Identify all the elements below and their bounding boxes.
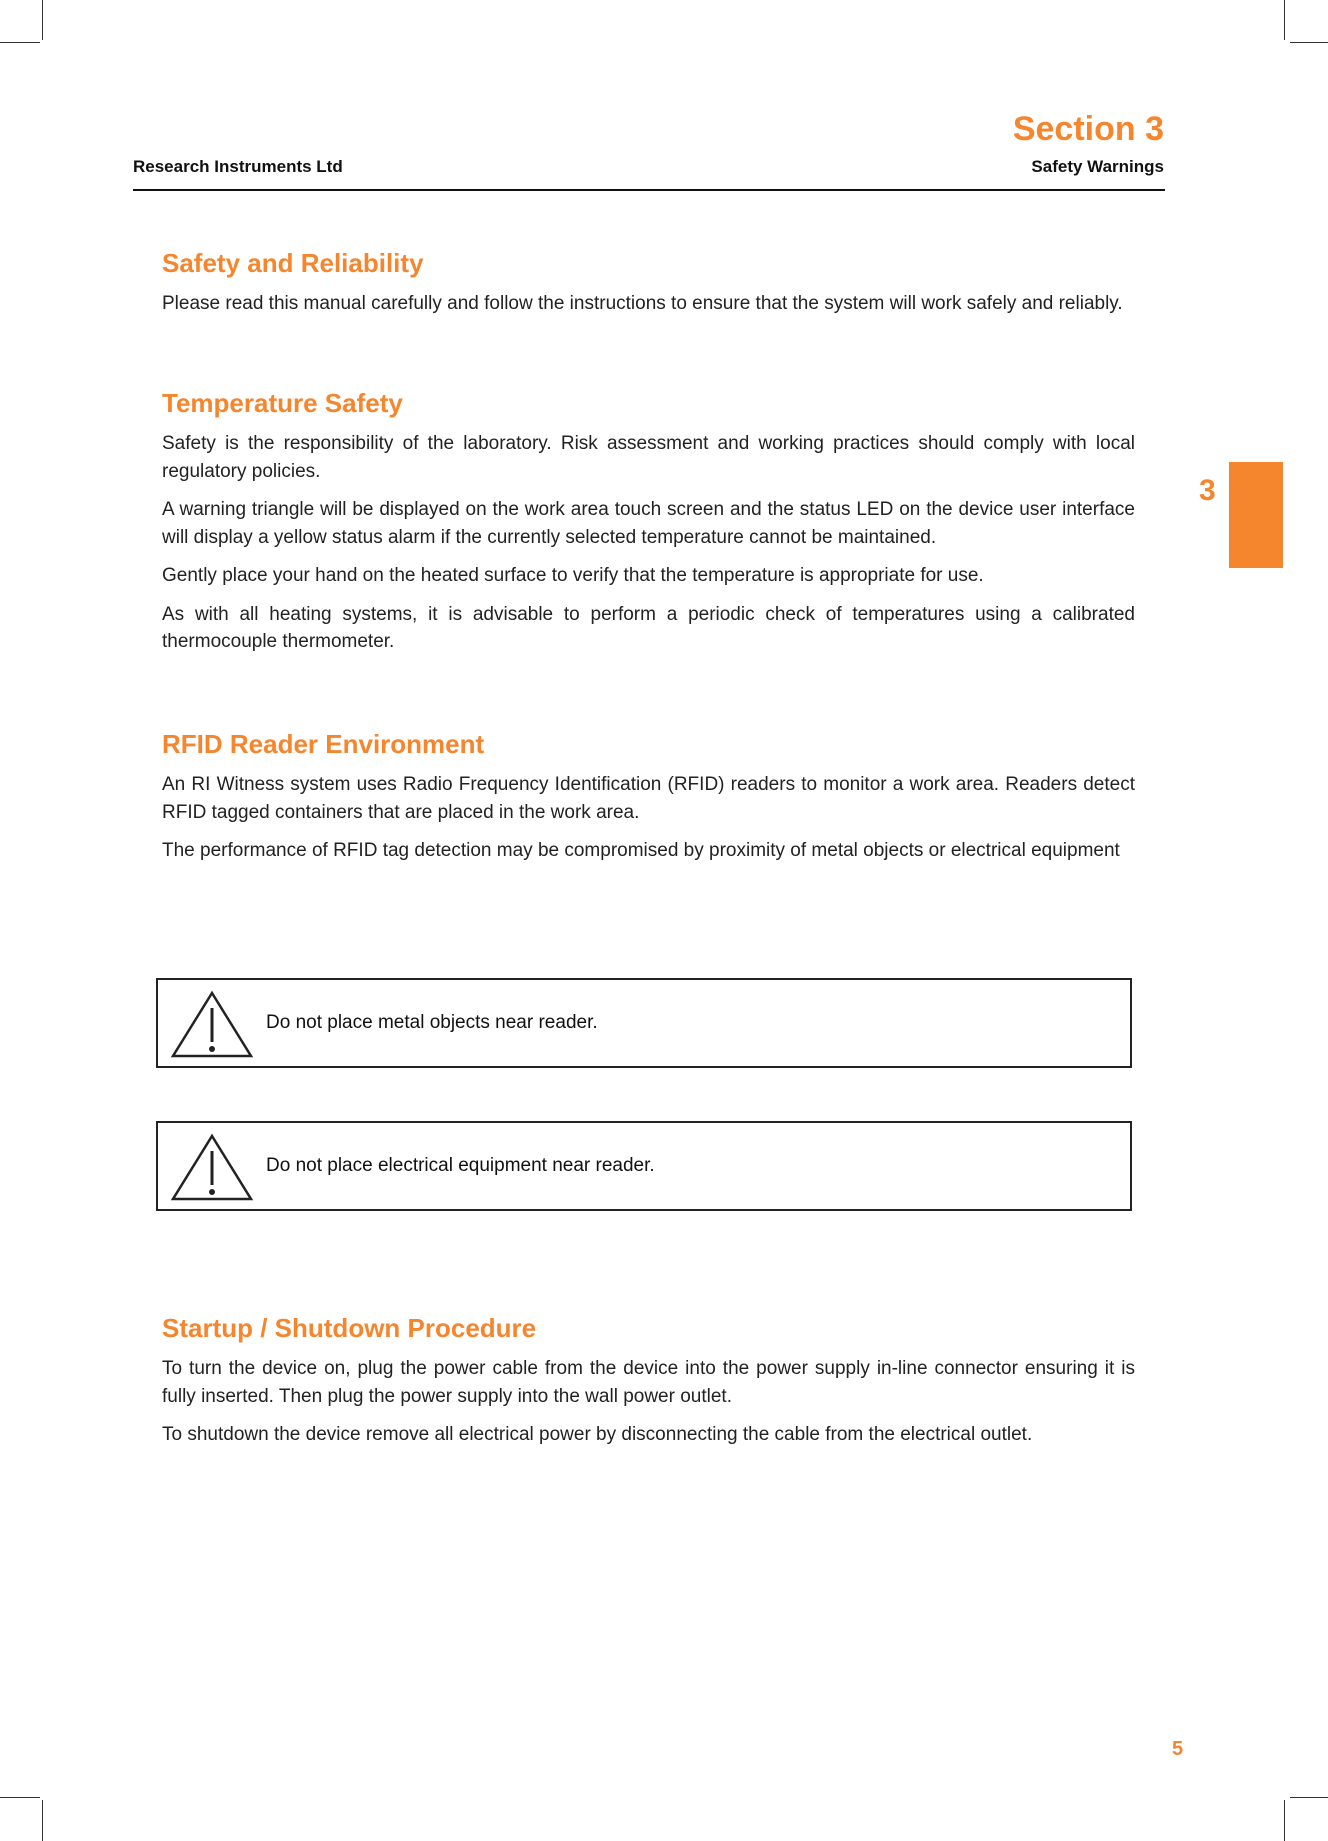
paragraph: To shutdown the device remove all electrical power by disconnecting the cable from the electrical outlet.: [162, 1424, 1033, 1445]
section-heading: Temperature Safety: [162, 388, 403, 418]
paragraph: An RI Witness system uses Radio Frequency Identification (RFID) readers to monitor a work area. Readers detect RFID tagged containers that are placed in the work area.: [162, 774, 1135, 823]
paragraph: Safety is the responsibility of the laboratory. Risk assessment and working practices should comply with local regulatory policies.: [162, 433, 1135, 482]
crop-mark: [1290, 1797, 1328, 1798]
crop-mark: [0, 1797, 40, 1798]
crop-mark: [1284, 0, 1285, 40]
header-divider: [133, 189, 1165, 191]
page-number: 5: [1172, 1738, 1184, 1760]
section-heading: Startup / Shutdown Procedure: [162, 1313, 537, 1343]
warning-text: Do not place electrical equipment near reader.: [266, 1155, 655, 1176]
section-rfid-reader: [162, 727, 1135, 876]
section-title: Section 3: [1012, 110, 1164, 148]
warning-triangle-icon: [170, 990, 254, 1060]
section-temperature-safety: [162, 386, 1135, 667]
crop-mark: [1284, 1800, 1285, 1841]
section-heading: RFID Reader Environment: [162, 729, 485, 759]
company-name: Research Instruments Ltd: [133, 157, 343, 176]
section-heading: Safety and Reliability: [162, 248, 424, 278]
section-tab-number: 3: [1199, 474, 1216, 507]
paragraph: Gently place your hand on the heated surface to verify that the temperature is appropriate for use.: [162, 565, 984, 586]
paragraph: To turn the device on, plug the power cable from the device into the power supply in-line connector ensuring it is fully inserted. Then plug the power supply into the wall power outlet.: [162, 1358, 1135, 1407]
section-subtitle: Safety Warnings: [1031, 157, 1164, 176]
crop-mark: [1290, 42, 1328, 43]
crop-mark: [42, 0, 43, 40]
paragraph: A warning triangle will be displayed on the work area touch screen and the status LED on the device user interface will display a yellow status alarm if the currently selected temperature cannot be maintained.: [162, 499, 1135, 548]
section-startup-shutdown: [162, 1311, 1135, 1460]
paragraph: Please read this manual carefully and follow the instructions to ensure that the system will work safely and reliably.: [162, 293, 1123, 314]
section-tab: [1229, 462, 1283, 568]
crop-mark: [0, 42, 40, 43]
warning-box: [156, 978, 1132, 1068]
crop-mark: [42, 1800, 43, 1841]
paragraph: The performance of RFID tag detection may be compromised by proximity of metal objects or electrical equipment: [162, 840, 1120, 861]
section-safety-reliability: [162, 246, 1135, 329]
warning-box: [156, 1121, 1132, 1211]
paragraph: As with all heating systems, it is advisable to perform a periodic check of temperatures using a calibrated thermocouple thermometer.: [162, 603, 1135, 652]
warning-triangle-icon: [170, 1133, 254, 1203]
warning-text: Do not place metal objects near reader.: [266, 1012, 598, 1033]
